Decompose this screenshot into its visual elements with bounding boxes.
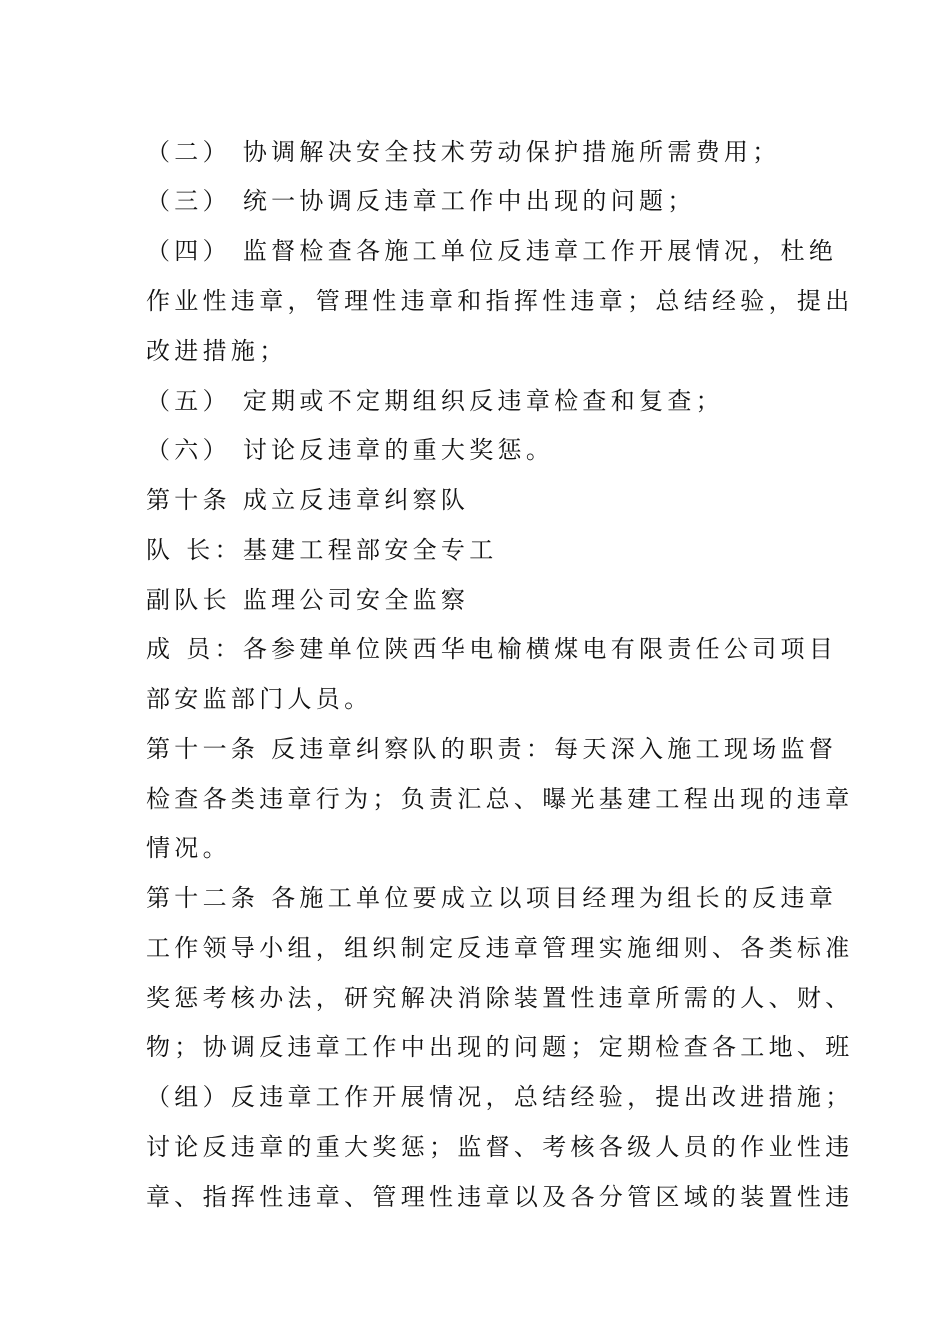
paragraph-line: 队 长：基建工程部安全专工 (146, 536, 498, 564)
paragraph-line: 工作领导小组，组织制定反违章管理实施细则、各类标准 (146, 934, 854, 962)
paragraph-line: （组）反违章工作开展情况，总结经验，提出改进措施； (146, 1083, 854, 1111)
paragraph-line: 第十条 成立反违章纠察队 (146, 486, 470, 514)
paragraph-line: （五） 定期或不定期组织反违章检查和复查； (146, 387, 724, 415)
paragraph-line: 改进措施； (146, 337, 288, 365)
paragraph-line: （六） 讨论反违章的重大奖惩。 (146, 436, 555, 464)
paragraph-line: 情况。 (146, 834, 231, 862)
paragraph-line: （二） 协调解决安全技术劳动保护措施所需费用； (146, 138, 781, 166)
paragraph-line: 第十二条 各施工单位要成立以项目经理为组长的反违章 (146, 884, 838, 912)
paragraph-line: 奖惩考核办法，研究解决消除装置性违章所需的人、财、 (146, 984, 854, 1012)
paragraph-line: 物；协调反违章工作中出现的问题；定期检查各工地、班 (146, 1033, 854, 1061)
paragraph-line: 作业性违章，管理性违章和指挥性违章；总结经验，提出 (146, 287, 854, 315)
paragraph-line: 副队长 监理公司安全监察 (146, 586, 470, 614)
paragraph-line: 检查各类违章行为；负责汇总、曝光基建工程出现的违章 (146, 785, 854, 813)
paragraph-line: 章、指挥性违章、管理性违章以及各分管区域的装置性违 (146, 1183, 854, 1211)
paragraph-line: 讨论反违章的重大奖惩；监督、考核各级人员的作业性违 (146, 1133, 854, 1161)
paragraph-line: 成 员：各参建单位陕西华电榆横煤电有限责任公司项目 (146, 635, 838, 663)
paragraph-line: （三） 统一协调反违章工作中出现的问题； (146, 187, 696, 215)
paragraph-line: 第十一条 反违章纠察队的职责：每天深入施工现场监督 (146, 735, 838, 763)
paragraph-line: 部安监部门人员。 (146, 685, 373, 713)
paragraph-line: （四） 监督检查各施工单位反违章工作开展情况，杜绝 (146, 237, 838, 265)
